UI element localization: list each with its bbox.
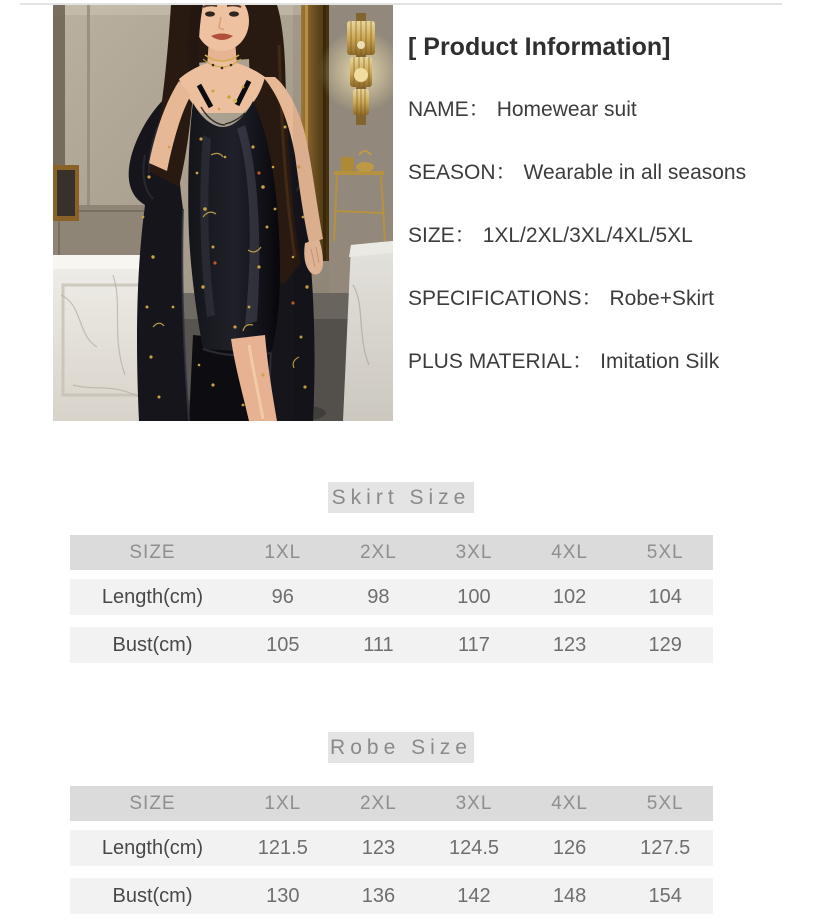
product-photo bbox=[53, 5, 393, 421]
robe-table-header-row bbox=[70, 786, 713, 821]
size-cell: 124.5 bbox=[448, 836, 500, 859]
row-label: Length(cm) bbox=[101, 585, 204, 608]
size-cell: 127.5 bbox=[640, 836, 691, 859]
info-value-size: 1XL/2XL/3XL/4XL/5XL bbox=[482, 224, 693, 247]
info-row-season bbox=[408, 161, 808, 185]
info-label-specifications: SPECIFICATIONS： bbox=[408, 287, 603, 310]
info-value-name: Homewear suit bbox=[496, 98, 637, 121]
size-cell: 117 bbox=[458, 633, 490, 656]
column-header: SIZE bbox=[129, 792, 176, 814]
info-label-material: PLUS MATERIAL： bbox=[408, 350, 594, 373]
table-row-length bbox=[70, 579, 713, 615]
column-header: SIZE bbox=[129, 541, 176, 563]
info-row-size bbox=[408, 224, 808, 248]
size-cell: 100 bbox=[457, 585, 491, 608]
info-value-specifications: Robe+Skirt bbox=[609, 287, 714, 310]
info-label-size: SIZE： bbox=[408, 224, 476, 247]
size-cell: 123 bbox=[361, 836, 396, 859]
column-header: 1XL bbox=[264, 541, 302, 563]
column-header: 4XL bbox=[551, 792, 588, 814]
size-cell: 130 bbox=[266, 884, 300, 907]
size-cell: 154 bbox=[648, 884, 682, 907]
size-cell: 123 bbox=[552, 633, 587, 656]
column-header: 2XL bbox=[359, 792, 397, 814]
skirt-size-table bbox=[70, 535, 713, 663]
robe-size-heading: Robe Size bbox=[328, 732, 474, 763]
size-cell: 104 bbox=[648, 585, 682, 608]
column-header: 3XL bbox=[455, 792, 493, 814]
row-label: Bust(cm) bbox=[112, 633, 193, 656]
table-row-bust bbox=[70, 878, 713, 914]
row-label: Bust(cm) bbox=[112, 884, 193, 907]
info-row-specifications bbox=[408, 287, 808, 311]
column-header: 5XL bbox=[646, 541, 684, 563]
info-label-season: SEASON： bbox=[408, 161, 517, 184]
info-label-name: NAME： bbox=[408, 98, 490, 121]
table-row-length bbox=[70, 830, 713, 866]
size-cell: 111 bbox=[363, 633, 394, 656]
size-cell: 102 bbox=[552, 585, 587, 608]
skirt-table-header-row bbox=[70, 535, 713, 570]
size-cell: 105 bbox=[266, 633, 300, 656]
size-cell: 129 bbox=[648, 633, 682, 656]
info-value-season: Wearable in all seasons bbox=[523, 161, 747, 184]
product-info-panel bbox=[408, 30, 808, 413]
robe-size-table bbox=[70, 786, 713, 914]
info-row-material bbox=[408, 350, 808, 374]
product-info-title: [ Product Information] bbox=[408, 33, 671, 61]
column-header: 4XL bbox=[551, 541, 588, 563]
size-cell: 148 bbox=[552, 884, 587, 907]
size-cell: 98 bbox=[367, 585, 390, 608]
size-cell: 96 bbox=[271, 585, 294, 608]
column-header: 2XL bbox=[359, 541, 397, 563]
info-value-material: Imitation Silk bbox=[600, 350, 720, 373]
table-row-bust bbox=[70, 627, 713, 663]
skirt-size-heading: Skirt Size bbox=[328, 482, 474, 513]
size-cell: 142 bbox=[457, 884, 491, 907]
size-cell: 126 bbox=[552, 836, 587, 859]
product-photo-illustration bbox=[53, 5, 393, 421]
size-cell: 136 bbox=[361, 884, 396, 907]
row-label: Length(cm) bbox=[101, 836, 204, 859]
info-row-name bbox=[408, 98, 808, 122]
column-header: 3XL bbox=[455, 541, 493, 563]
column-header: 1XL bbox=[264, 792, 302, 814]
size-cell: 121.5 bbox=[257, 836, 308, 859]
column-header: 5XL bbox=[646, 792, 684, 814]
